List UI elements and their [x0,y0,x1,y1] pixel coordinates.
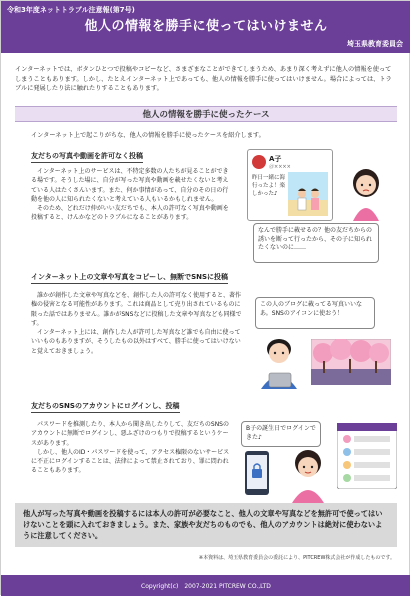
case-2-speech-bubble: この人のブログに載ってる写真いいなあ。SNSのアイコンに使おう！ [255,297,375,329]
sns-post-card [247,149,333,221]
boy-with-laptop-icon [255,335,303,389]
case-3-paragraph-1: パスワードを推測したり、本人から聞き出したりして、友だちのSNSのアカウントに無断でログインし、悪ふざけのつもりで投稿するというケースがあります。 [31,421,229,447]
case-1-paragraph-1: インターネット上のサービスは、不特定多数の人たちが見ることができる場です。そうした場に、自分が写った写真や動画を載せたくないと考えている人はたくさんいます。また、何か事情があって、自分のその日の行動を他の人に知られたくないと考えている人もいるかもしれません。 [31,168,229,203]
girl-icon [345,165,387,221]
organization-name: 埼玉県教育委員会 [347,40,403,48]
girl-with-phone-icon [286,447,330,503]
case-2-paragraph-2: インターネット上には、創作した人が許可した写真など誰でも自由に使っていいものもありますが、そうしたもの以外はすべて、勝手に使ってはいけないと覚えておきましょう。 [31,329,241,355]
case-2-body [31,291,245,356]
case-3-body [31,420,231,476]
case-3-speech-bubble: B子の誕生日でログインできた♪ [241,421,321,447]
section-subtitle: インターネット上で起こりがちな、他人の情報を勝手に使ったケースを紹介します。 [31,132,265,139]
case-3-paragraph-2: しかし、他人のID・パスワードを使って、アクセス権限のないサービスに不正にログインすることは、法律によって禁止されており、罪に問われることもあります。 [31,448,230,475]
post-handle: ＠×××× [269,164,291,170]
credit-note: ※本資料は、埼玉県教育委員会の委託により、PITCREW株式会社が作成したものです。 [198,555,395,561]
header-bar [1,1,410,53]
section-title: 他人の情報を勝手に使ったケース [142,110,270,120]
section-band [15,106,397,122]
case-2-title: インターネット上の文章や写真をコピーし、無断でSNSに投稿 [31,272,228,284]
summary-text: 他人が写った写真や動画を投稿するには本人の許可が必要なこと、他人の文章や写真などを無許可で使ってはいけないことを頭に入れておきましょう。また、家族や友だちのものでも、他人のアカウントは絶対に使わないように注意してください。 [23,509,383,540]
case-1-title: 友だちの写真や動画を許可なく投稿 [31,151,143,163]
beach-photo-icon [288,172,328,216]
copyright-text: Copyright(c) 2007-2021 PITCREW CO.,LTD [141,583,271,590]
case-2-paragraph-1: 誰かが創作した文章や写真などを、創作した人の許可なく使用すると、著作権の侵害となる可能性があります。これは商品として売り出されているものに限った話ではありません。誰かがSNSなどに投稿した文章や写真なども同様です。 [31,292,242,327]
case-1-speech-bubble: なんで勝手に載せるの？他の友だちからの誘いを断って行ったから、その子に知られたくないのに…… [253,223,379,263]
page-title: 他人の情報を勝手に使ってはいけません [84,19,328,34]
case-3-title: 友だちのSNSのアカウントにログインし、投稿 [31,401,180,413]
issue-label: 令和3年度ネットトラブル注意報(第7号) [7,6,135,14]
sns-screen-icon [337,423,397,489]
summary-box [15,503,397,547]
footer-bar [1,575,410,596]
post-author: A子 [269,155,282,163]
case-1-body [31,167,231,223]
intro-text: インターネットでは、ボタンひとつで投稿やコピーなど、さまざまなことができてしまうため、あまり深く考えずに他人の情報を使ってしまうこともあります。しかし、たとえインターネット上であっても、他人の情報を勝手に使ってはいけません。場合によっては、トラブルに発展したり法に触れたりすることもあります。 [15,66,392,93]
post-text: 昨日一緒に海行ったよ！楽しかった♪ [252,175,286,197]
case-1-paragraph-2: そのため、どれだけ仲がいい友だちでも、本人の許可なく写真や動画を投稿すると、けんかなどのトラブルになることがあります。 [31,205,229,222]
cherry-blossom-photo-icon [311,339,391,385]
smartphone-lock-icon [239,451,277,497]
